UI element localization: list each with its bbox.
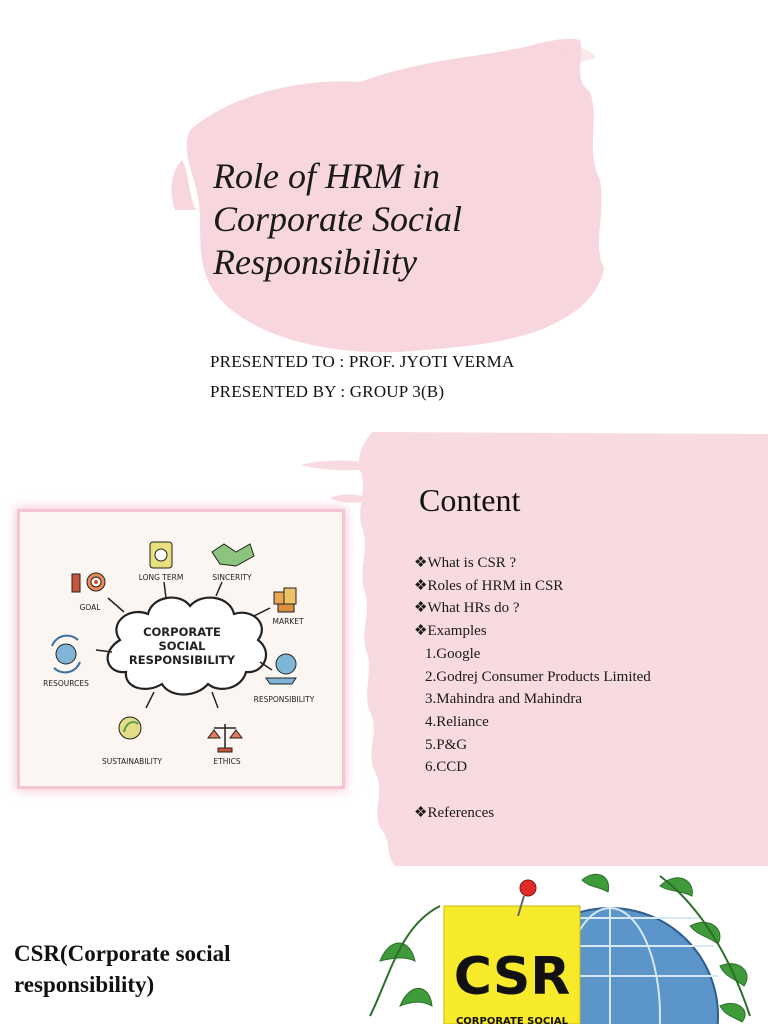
csr-definition-slide (0, 866, 768, 1024)
example-item: 6.CCD (425, 759, 468, 776)
content-heading: Content (419, 482, 521, 518)
diagram-center-line-1: CORPORATE (143, 625, 221, 639)
diagram-label-ethics: ETHICS (213, 757, 241, 766)
csr-diagram-image (20, 512, 342, 786)
diagram-label-sincerity: SINCERITY (212, 573, 252, 582)
example-item: 3.Mahindra and Mahindra (425, 691, 583, 708)
diamond-bullet-icon: ❖ (414, 623, 428, 640)
resources-cycle-icon (52, 636, 80, 673)
diamond-bullet-icon: ❖ (414, 555, 428, 571)
presented-to: PRESENTED TO : PROF. JYOTI VERMA (210, 352, 515, 371)
recycle-leaf-icon (119, 717, 141, 739)
example-item: 1.Google (425, 645, 481, 662)
long-term-clock-icon (150, 542, 172, 568)
goal-icon (72, 573, 105, 592)
scales-icon (208, 724, 242, 752)
toc-item: ❖References (414, 805, 495, 822)
market-boxes-icon (274, 588, 296, 612)
toc-item: ❖Roles of HRM in CSR (414, 577, 564, 594)
diagram-center-line-2: SOCIAL (158, 639, 206, 653)
example-item: 4.Reliance (425, 713, 489, 730)
handshake-icon (212, 544, 254, 566)
title-slide (0, 0, 768, 430)
diagram-label-responsibility: RESPONSIBILITY (253, 695, 315, 704)
diagram-label-sustainability: SUSTAINABILITY (101, 757, 163, 766)
table-of-contents (414, 552, 651, 825)
example-item: 5.P&G (425, 736, 468, 753)
diamond-bullet-icon: ❖ (414, 805, 428, 822)
diagram-label-resources: RESOURCES (43, 679, 89, 688)
example-item: 2.Godrej Consumer Products Limited (425, 668, 651, 685)
toc-item: ❖What is CSR ? (414, 555, 517, 571)
diagram-label-long-term: LONG TERM (138, 573, 184, 582)
csr-logo-text: CSR (453, 947, 571, 1007)
content-slide (0, 430, 768, 866)
presentation-title: Role of HRM in Corporate Social Responsibility (213, 156, 462, 282)
diamond-bullet-icon: ❖ (414, 577, 428, 594)
diamond-bullet-icon: ❖ (414, 600, 428, 617)
diagram-label-market: MARKET (272, 617, 304, 626)
presented-by: PRESENTED BY : GROUP 3(B) (210, 382, 445, 401)
csr-logo-subtext: CORPORATE SOCIAL (455, 1016, 569, 1024)
csr-logo-image (360, 866, 768, 1024)
csr-heading: CSR(Corporate social responsibility) (14, 941, 231, 997)
toc-item: ❖What HRs do ? (414, 600, 520, 617)
diagram-center-line-3: RESPONSIBILITY (128, 653, 236, 667)
toc-item: ❖Examples (414, 623, 487, 640)
diagram-label-goal: GOAL (79, 603, 101, 612)
cut-off-text-line (14, 1016, 374, 1024)
